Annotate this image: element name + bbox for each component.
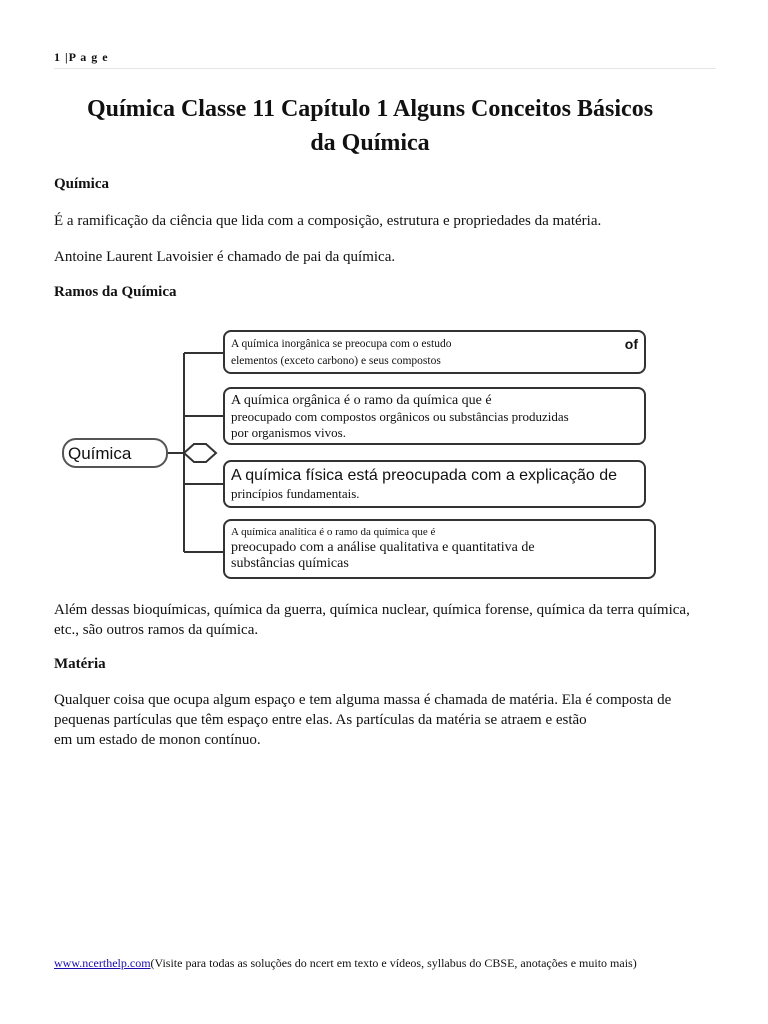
page-number-header: 1 |P a g e xyxy=(54,50,109,64)
branch-analytical-line1: A química analítica é o ramo da química que é xyxy=(231,526,436,538)
definition-paragraph: É a ramificação da ciência que lida com a composição, estrutura e propriedades da matéria. xyxy=(54,213,602,229)
materia-line-3: em um estado de monon contínuo. xyxy=(54,732,261,748)
branches-diagram xyxy=(54,322,664,584)
branch-physical xyxy=(223,460,646,508)
branch-organic-line1: A química orgânica é o ramo da química que é xyxy=(231,393,492,408)
page-title xyxy=(40,92,700,160)
heading-ramos: Ramos da Química xyxy=(54,284,177,300)
branch-inorganic xyxy=(223,330,646,374)
branch-inorganic-of: of xyxy=(624,336,638,352)
branch-organic xyxy=(223,387,646,445)
lavoisier-paragraph: Antoine Laurent Lavoisier é chamado de pai da química. xyxy=(54,249,396,265)
branch-inorganic-line1: A química inorgânica se preocupa com o estudo xyxy=(231,338,452,350)
heading-quimica: Química xyxy=(54,176,109,192)
title-line-1: Química Classe 11 Capítulo 1 Alguns Conceitos Básicos xyxy=(86,96,654,122)
branch-organic-line3: por organismos vivos. xyxy=(231,425,346,440)
branch-organic-line2: preocupado com compostos orgânicos ou substâncias produzidas xyxy=(231,409,569,424)
footer-link[interactable]: www.ncerthelp.com xyxy=(54,956,151,970)
branch-physical-line1: A química física está preocupada com a explicação de xyxy=(231,467,617,484)
materia-line-1: Qualquer coisa que ocupa algum espaço e tem alguma massa é chamada de matéria. Ela é composta de xyxy=(54,692,672,708)
branch-analytical-line3: substâncias químicas xyxy=(231,556,349,571)
materia-paragraph xyxy=(54,690,716,750)
branch-inorganic-line2: elementos (exceto carbono) e seus compostos xyxy=(231,355,441,367)
branch-analytical xyxy=(223,519,656,579)
materia-line-2: pequenas partículas que têm espaço entre elas. As partículas da matéria se atraem e estão xyxy=(54,712,587,728)
heading-materia: Matéria xyxy=(54,656,106,672)
branch-physical-line2: princípios fundamentais. xyxy=(231,486,360,501)
other-branches-paragraph: Além dessas bioquímicas, química da guerra, química nuclear, química forense, química da terra química, etc., são outros ramos da química. xyxy=(54,602,690,638)
footer-note: (Visite para todas as soluções do ncert em texto e vídeos, syllabus do CBSE, anotações e muito mais) xyxy=(150,956,637,970)
title-line-2: da Química xyxy=(310,130,430,156)
footer xyxy=(54,956,637,971)
header-divider xyxy=(54,68,716,69)
diagram-root-quimica: Química xyxy=(62,438,168,468)
branch-analytical-line2: preocupado com a análise qualitativa e quantitativa de xyxy=(231,540,535,555)
